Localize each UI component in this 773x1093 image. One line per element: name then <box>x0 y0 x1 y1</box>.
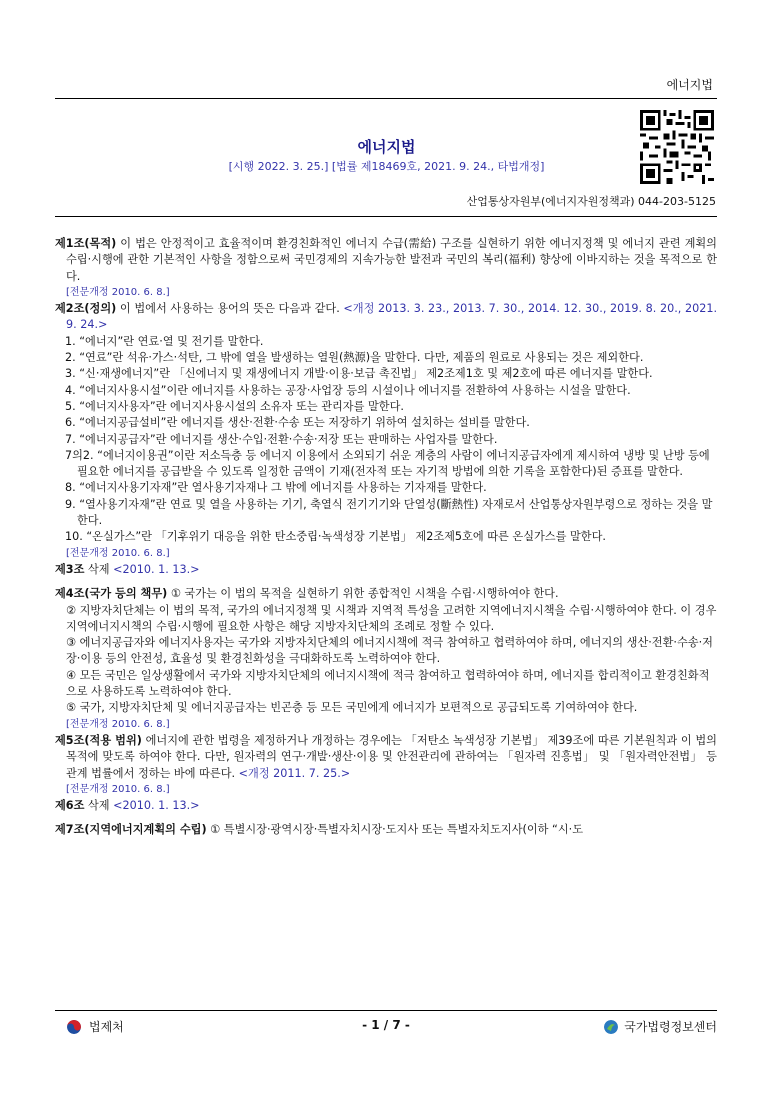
article-3 <box>55 562 717 578</box>
footer-rule <box>55 1010 717 1011</box>
list-item: 5. “에너지사용자”란 에너지사용시설의 소유자 또는 관리자를 말한다. <box>65 399 404 413</box>
footer-right <box>604 1018 717 1035</box>
article-6 <box>55 798 717 814</box>
amendment-note: <개정 2013. 3. 23., 2013. 7. 30., 2014. 12. 30., 2019. 8. 20., 2021. 9. 24.> <box>66 302 717 332</box>
document-subtitle: [시행 2022. 3. 25.] [법률 제18469호, 2021. 9. 24., 타법개정] <box>228 160 545 173</box>
article-heading: 제7조(지역에너지계획의 수립) <box>55 823 207 837</box>
document-title: 에너지법 <box>357 138 416 156</box>
list-item: 6. “에너지공급설비”란 에너지를 생산·전환·수송 또는 저장하기 위하여 설치하는 설비를 말한다. <box>65 416 530 430</box>
list-item: 7. “에너지공급자”란 에너지를 생산·수입·전환·수송·저장 또는 판매하는 사업자를 말한다. <box>65 432 498 446</box>
paragraph: ③ 에너지공급자와 에너지사용자는 국가와 지방자치단체의 에너지시책에 적극 참여하고 협력하여야 하며, 에너지의 생산·전환·수송·저장·이용 등의 안전성, 효율성 및 환경친화성을 극대화하도록 노력하여야 한다. <box>66 636 713 666</box>
law-center-logo-icon <box>604 1020 618 1034</box>
ministry-contact: 산업통상자원부(에너지자원정책과) 044-203-5125 <box>466 195 716 208</box>
article-text: ① 국가는 이 법의 목적을 실현하기 위한 종합적인 시책을 수립·시행하여야 한다. <box>167 587 559 601</box>
article-heading: 제4조(국가 등의 책무) <box>55 587 168 601</box>
list-item: 10. “온실가스”란 「기후위기 대응을 위한 탄소중립·녹색성장 기본법」 제2조제5호에 따른 온실가스를 말한다. <box>65 530 606 544</box>
article-1 <box>55 236 717 285</box>
article-heading: 제3조 <box>55 562 85 576</box>
paragraph: ⑤ 국가, 지방자치단체 및 에너지공급자는 빈곤층 등 모든 국민에게 에너지가 보편적으로 공급되도록 기여하여야 한다. <box>66 701 638 715</box>
revision-note: [전문개정 2010. 6. 8.] <box>66 783 170 795</box>
article-heading: 제5조(적용 범위) <box>55 733 142 747</box>
header-rule <box>55 98 717 99</box>
list-item: 2. “연료”란 석유·가스·석탄, 그 밖에 열을 발생하는 열원(熱源)을 말한다. 다만, 제품의 원료로 사용되는 것은 제외한다. <box>65 351 644 365</box>
revision-note: [전문개정 2010. 6. 8.] <box>66 286 170 298</box>
running-title: 에너지법 <box>666 78 713 92</box>
footer-source: 국가법령정보센터 <box>624 1020 717 1034</box>
list-item: 9. “열사용기자재”란 연료 및 열을 사용하는 기기, 축열식 전기기기와 단열성(斷熱性) 자재로서 산업통상자원부령으로 정하는 것을 말한다. <box>65 497 713 528</box>
revision-note: [전문개정 2010. 6. 8.] <box>66 547 170 559</box>
article-5 <box>55 733 717 782</box>
article-text: ① 특별시장·광역시장·특별자치시장·도지사 또는 특별자치도지사(이하 “시·도 <box>206 823 584 837</box>
title-rule <box>55 216 717 217</box>
page-footer <box>55 1018 717 1038</box>
article-heading: 제6조 <box>55 799 85 813</box>
paragraph: ④ 모든 국민은 일상생활에서 국가와 지방자치단체의 에너지시책에 적극 참여하고 협력하여야 하며, 에너지를 합리적이고 환경친화적으로 사용하도록 노력하여야 한다. <box>66 668 710 699</box>
article-text: 삭제 <box>84 799 114 813</box>
article-text: 삭제 <box>84 562 114 576</box>
amendment-note: <2010. 1. 13.> <box>113 562 200 576</box>
revision-note: [전문개정 2010. 6. 8.] <box>66 718 170 730</box>
list-item: 3. “신·재생에너지”란 「신에너지 및 재생에너지 개발·이용·보급 촉진법」 제2조제1호 및 제2호에 따른 에너지를 말한다. <box>65 367 653 381</box>
law-body <box>55 236 717 839</box>
article-heading: 제2조(정의) <box>55 302 117 316</box>
amendment-note: <2010. 1. 13.> <box>113 799 200 813</box>
page-number: - 1 / 7 - <box>362 1018 410 1032</box>
footer-publisher: 법제처 <box>89 1020 124 1034</box>
paragraph: ② 지방자치단체는 이 법의 목적, 국가의 에너지정책 및 시책과 지역적 특성을 고려한 지역에너지시책을 수립·시행하여야 한다. 이 경우 지역에너지시책의 수립·시행에 필요한 사항은 해당 지방자치단체의 조례로 정할 수 있다. <box>66 603 717 633</box>
article-2 <box>55 301 717 334</box>
article-7 <box>55 822 717 838</box>
amendment-note: <개정 2011. 7. 25.> <box>238 766 351 780</box>
article-heading: 제1조(목적) <box>55 237 117 250</box>
article-text: 에너지에 관한 법령을 제정하거나 개정하는 경우에는 「저탄소 녹색성장 기본법」 제39조에 따른 기본원칙과 이 법의 목적에 맞도록 하여야 한다. 다만, 원자력의 연구·개발·생산·이용 및 안전관리에 관하여는 「원자력 진흥법」 및 「원자력안전법」 등 관계 법률에서 정하는 바에 따른다. <box>66 733 717 780</box>
list-item: 1. “에너지”란 연료·열 및 전기를 말한다. <box>65 334 264 348</box>
article-4 <box>55 586 717 602</box>
article-text: 이 법에서 사용하는 용어의 뜻은 다음과 같다. <box>116 302 344 316</box>
list-item: 8. “에너지사용기자재”란 열사용기자재나 그 밖에 에너지를 사용하는 기자재를 말한다. <box>65 481 487 495</box>
list-item: 4. “에너지사용시설”이란 에너지를 사용하는 공장·사업장 등의 시설이나 에너지를 전환하여 사용하는 시설을 말한다. <box>65 383 631 397</box>
list-item: 7의2. “에너지이용권”이란 저소득층 등 에너지 이용에서 소외되기 쉬운 계층의 사람이 에너지공급자에게 제시하여 냉방 및 난방 등에 필요한 에너지를 공급받을 수 있도록 일정한 금액이 기재(전자적 또는 자기적 방법에 의한 기록을 포함한다)된 증표를 말한다. <box>65 448 710 479</box>
article-text: 이 법은 안정적이고 효율적이며 환경친화적인 에너지 수급(需給) 구조를 실현하기 위한 에너지정책 및 에너지 관련 계획의 수립·시행에 관한 기본적인 사항을 정함으로써 국민경제의 지속가능한 발전과 국민의 복리(福利) 향상에 이바지하는 것을 목적으로 한다. <box>66 237 717 283</box>
